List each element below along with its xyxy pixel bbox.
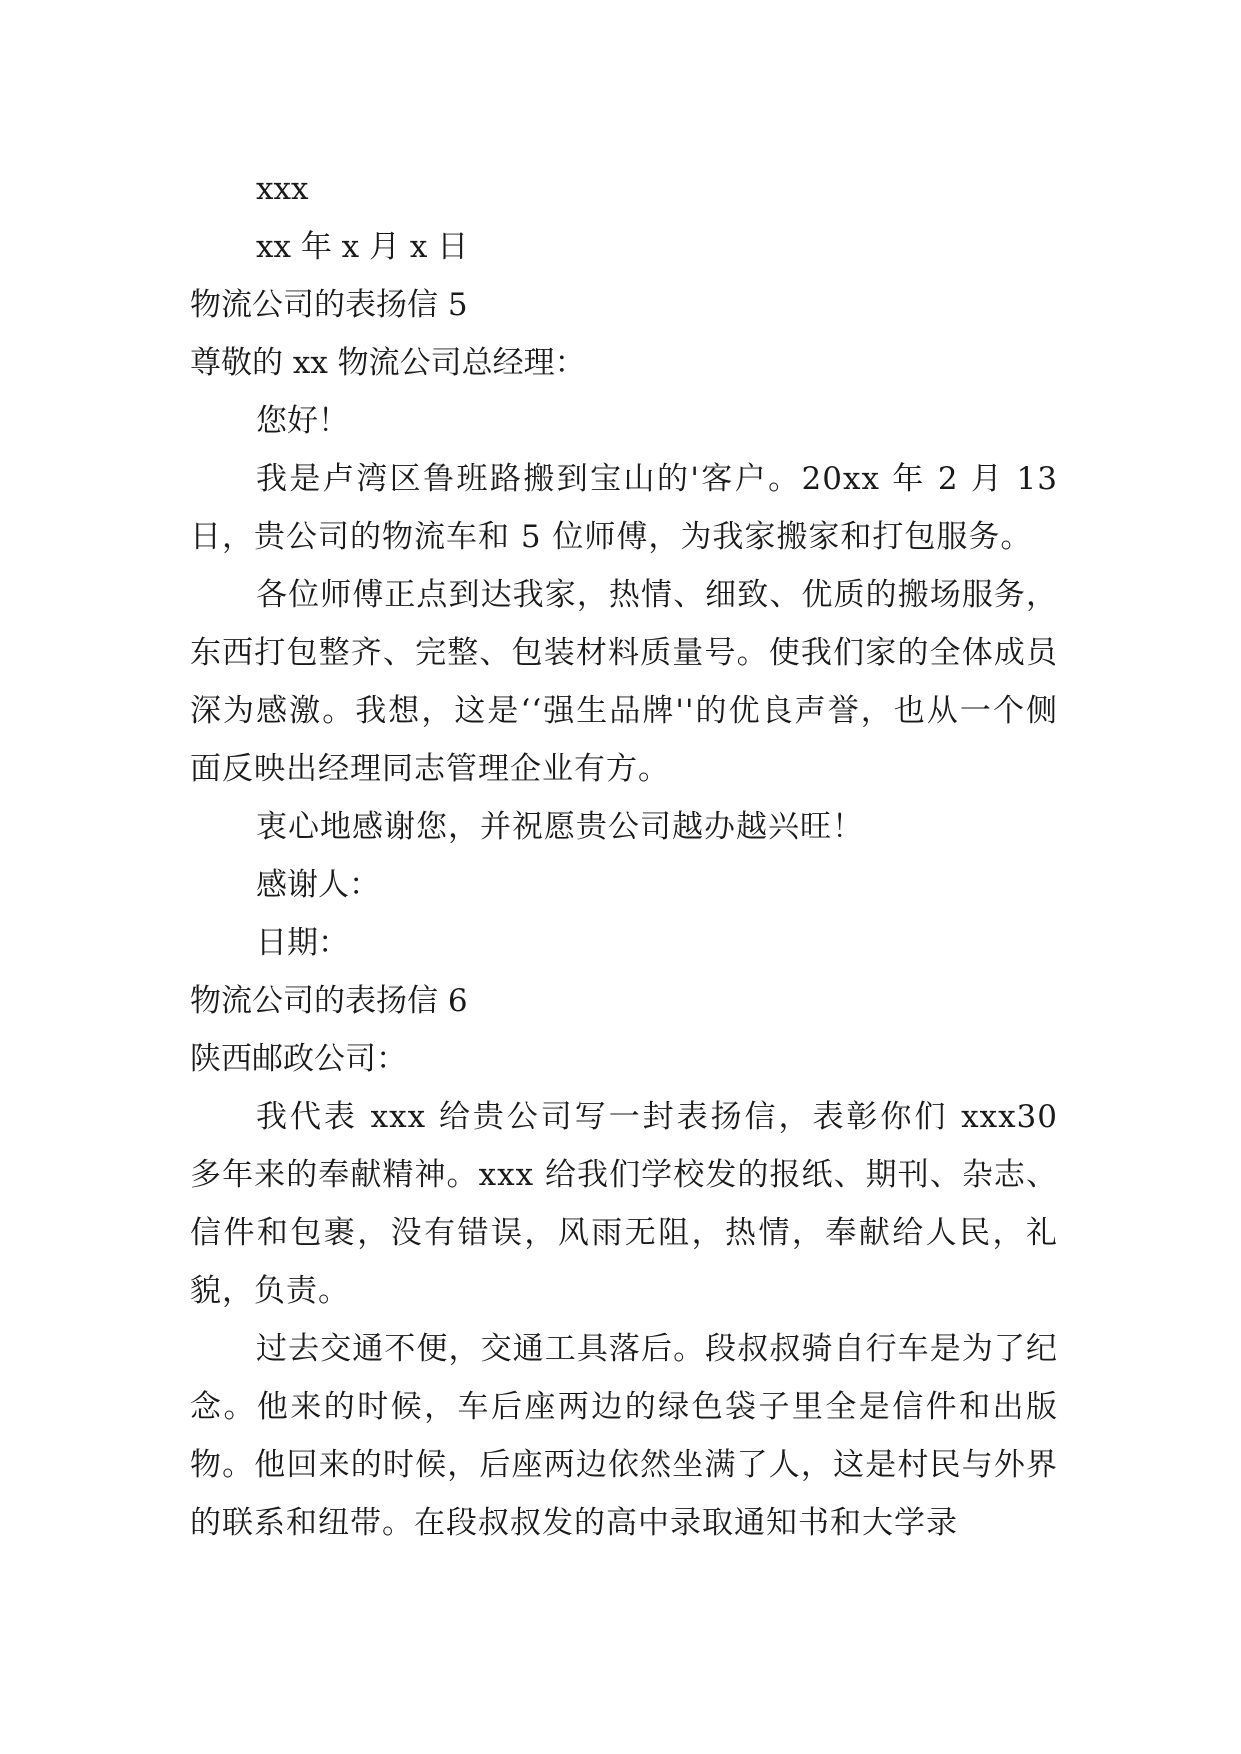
letter-6-heading: 物流公司的表扬信 6 [190, 983, 468, 1019]
letter-5-salutation: 尊敬的 xx 物流公司总经理： [190, 345, 586, 381]
letter-5-paragraph: 各位师傅正点到达我家，热情、细致、优质的搬场服务，东西打包整齐、完整、包装材料质量号。使我们家的全体成员深为感激。我想，这是‘‘强生品牌''的优良声誉，也从一个侧面反映出经理同志管理企业有方。 [190, 577, 1058, 787]
letter-5-heading: 物流公司的表扬信 5 [190, 287, 468, 323]
letter-6-paragraph: 我代表 xxx 给贵公司写一封表扬信，表彰你们 xxx30 多年来的奉献精神。xxx 给我们学校发的报纸、期刊、杂志、信件和包裹，没有错误，风雨无阻，热情，奉献给人民，礼貌，负责。 [190, 1099, 1058, 1309]
letter-5-paragraph: 我是卢湾区鲁班路搬到宝山的'客户。20xx 年 2 月 13 日，贵公司的物流车和 5 位师傅，为我家搬家和打包服务。 [190, 461, 1058, 555]
document-page [190, 160, 1058, 1552]
letter-6-salutation: 陕西邮政公司： [190, 1041, 407, 1077]
letter-5-date-label: 日期： [256, 925, 349, 961]
letter-5-thanker-label: 感谢人： [256, 867, 380, 903]
letter-6-paragraph: 过去交通不便，交通工具落后。段叔叔骑自行车是为了纪念。他来的时候，车后座两边的绿色袋子里全是信件和出版物。他回来的时候，后座两边依然坐满了人，这是村民与外界的联系和纽带。在段叔叔发的高中录取通知书和大学录 [190, 1331, 1058, 1541]
signature-date: xx 年 x 月 x 日 [256, 229, 469, 265]
signer-name: xxx [256, 171, 309, 207]
letter-5-paragraph: 衷心地感谢您，并祝愿贵公司越办越兴旺！ [256, 809, 864, 845]
letter-5-greeting: 您好！ [256, 403, 349, 439]
